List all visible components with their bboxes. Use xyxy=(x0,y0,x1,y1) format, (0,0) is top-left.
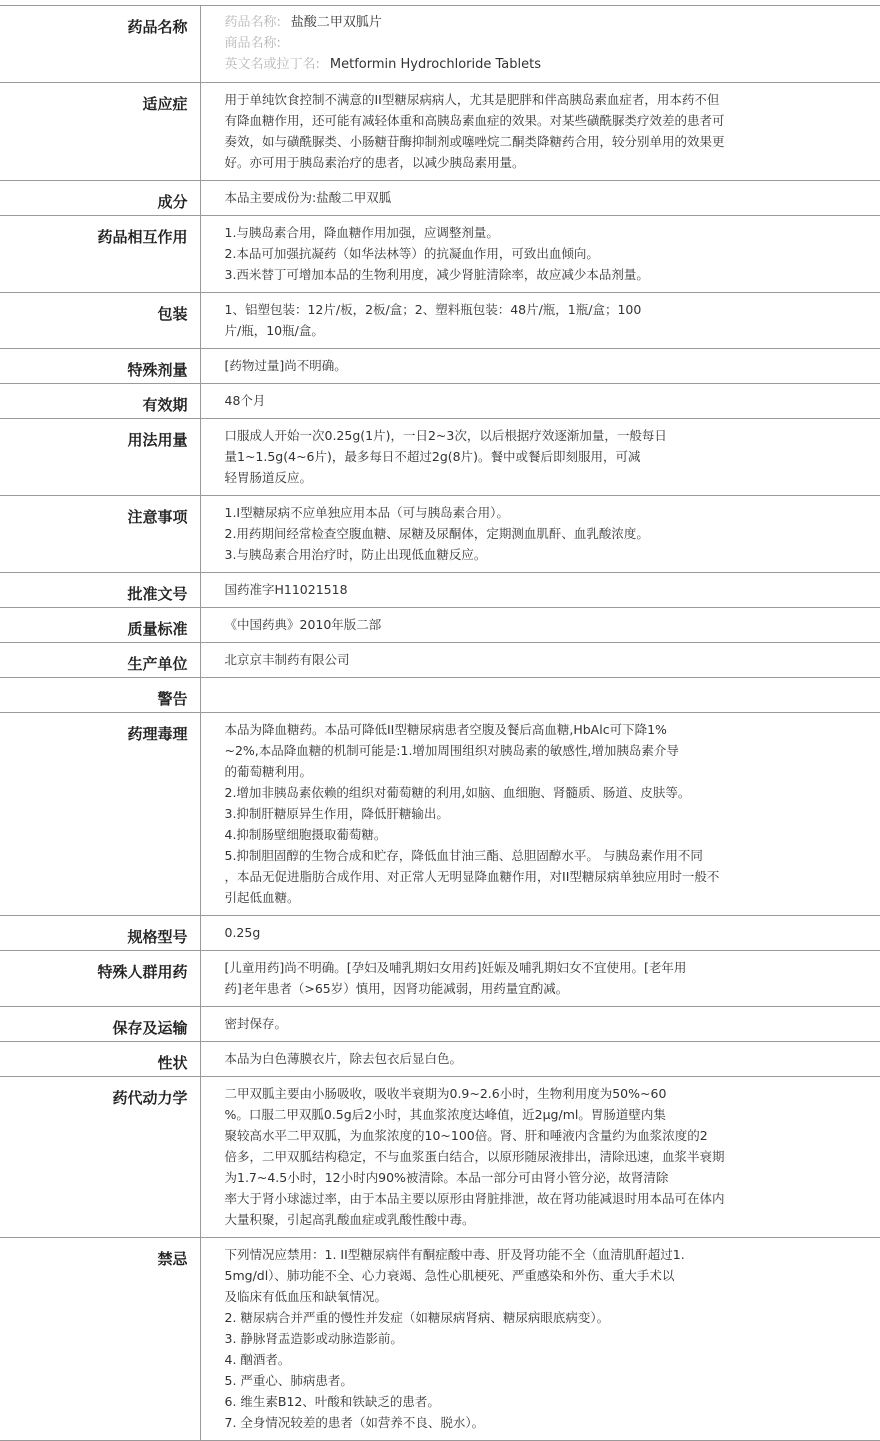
row-label: 生产单位 xyxy=(0,643,200,678)
row-label: 特殊人群用药 xyxy=(0,951,200,1007)
value-line: 片/瓶，10瓶/盒。 xyxy=(224,323,324,338)
row-precautions xyxy=(0,496,880,573)
value-line: 大量积聚，引起高乳酸血症或乳酸性酸中毒。 xyxy=(224,1212,475,1227)
row-storage xyxy=(0,1007,880,1042)
value-line: 4. 酗酒者。 xyxy=(224,1352,291,1367)
value-line: 0.25g xyxy=(224,925,261,940)
value-line: 3.抑制肝糖原异生作用，降低肝糖输出。 xyxy=(224,806,449,821)
value-line: 3.与胰岛素合用治疗时，防止出现低血糖反应。 xyxy=(224,547,487,562)
row-specification xyxy=(0,916,880,951)
row-contraindications xyxy=(0,1238,880,1441)
value-line: 引起低血糖。 xyxy=(224,890,300,905)
row-indications xyxy=(0,83,880,181)
row-label: 注意事项 xyxy=(0,496,200,573)
generic-name-value: 盐酸二甲双胍片 xyxy=(290,15,382,30)
value-line: 为1.7~4.5小时，12小时内90%被清除。本品一部分可由肾小管分泌，故肾清除 xyxy=(224,1170,669,1185)
value-line: 6. 维生素B12、叶酸和铁缺乏的患者。 xyxy=(224,1394,440,1409)
row-label: 批准文号 xyxy=(0,573,200,608)
english-name-line xyxy=(225,54,791,75)
generic-name-line xyxy=(225,12,791,33)
value-line: %。口服二甲双胍0.5g后2小时，其血浆浓度达峰值，近2μg/ml。胃肠道壁内集 xyxy=(224,1107,666,1122)
row-dosage xyxy=(0,419,880,496)
row-value xyxy=(200,643,880,678)
row-value xyxy=(200,496,880,573)
row-value xyxy=(200,181,880,216)
value-line: 药]老年患者（>65岁）慎用，因肾功能减弱，用药量宜酌减。 xyxy=(224,981,569,996)
value-line: 5mg/dl）、肺功能不全、心力衰竭、急性心肌梗死、严重感染和外伤、重大手术以 xyxy=(224,1268,675,1283)
row-value xyxy=(200,608,880,643)
row-value xyxy=(200,1077,880,1238)
value-line: 7. 全身情况较差的患者（如营养不良、脱水）。 xyxy=(224,1415,485,1430)
row-description xyxy=(0,1042,880,1077)
row-label: 包装 xyxy=(0,293,200,349)
row-interactions xyxy=(0,216,880,293)
value-line: 2.本品可加强抗凝药（如华法林等）的抗凝血作用，可致出血倾向。 xyxy=(224,246,599,261)
value-line: 二甲双胍主要由小肠吸收，吸收半衰期为0.9~2.6小时，生物利用度为50%~60 xyxy=(224,1086,667,1101)
row-value xyxy=(200,216,880,293)
value-line: 聚较高水平二甲双胍，为血浆浓度的10~100倍。肾、肝和唾液内含量约为血浆浓度的2 xyxy=(224,1128,708,1143)
row-pharmacokinetics xyxy=(0,1077,880,1238)
row-label: 药理毒理 xyxy=(0,713,200,916)
row-label: 质量标准 xyxy=(0,608,200,643)
row-label: 特殊剂量 xyxy=(0,349,200,384)
value-line: 量1~1.5g(4~6片)，最多每日不超过2g(8片)。餐中或餐后即刻服用，可减 xyxy=(224,449,641,464)
value-line: 1.I型糖尿病不应单独应用本品（可与胰岛素合用）。 xyxy=(224,505,509,520)
row-label: 保存及运输 xyxy=(0,1007,200,1042)
value-line: 率大于肾小球滤过率，由于本品主要以原形由肾脏排泄，故在肾功能减退时用本品可在体内 xyxy=(224,1191,725,1206)
row-label: 性状 xyxy=(0,1042,200,1077)
value-line: 密封保存。 xyxy=(224,1016,288,1031)
value-line: 轻胃肠道反应。 xyxy=(224,470,313,485)
row-special-populations xyxy=(0,951,880,1007)
generic-name-label: 药品名称: xyxy=(224,15,281,30)
value-line: 2. 糖尿病合并严重的慢性并发症（如糖尿病肾病、糖尿病眼底病变）。 xyxy=(224,1310,610,1325)
row-value xyxy=(200,1042,880,1077)
value-line: 1.与胰岛素合用，降血糖作用加强，应调整剂量。 xyxy=(224,225,499,240)
value-line: 北京京丰制药有限公司 xyxy=(224,652,350,667)
value-line: 《中国药典》2010年版二部 xyxy=(224,617,382,632)
row-value xyxy=(200,349,880,384)
row-label: 有效期 xyxy=(0,384,200,419)
row-value xyxy=(200,678,880,713)
row-label: 警告 xyxy=(0,678,200,713)
row-label: 规格型号 xyxy=(0,916,200,951)
row-value xyxy=(200,1238,880,1441)
row-label: 药品名称 xyxy=(0,6,200,83)
value-line: 有降血糖作用，还可能有减轻体重和高胰岛素血症的效果。对某些磺酰脲类疗效差的患者可 xyxy=(224,113,725,128)
value-line: 3.西米替丁可增加本品的生物利用度，减少肾脏清除率，故应减少本品剂量。 xyxy=(224,267,649,282)
trade-name-line xyxy=(225,33,791,54)
value-line: ~2%,本品降血糖的机制可能是:1.增加周围组织对胰岛素的敏感性,增加胰岛素介导 xyxy=(224,743,679,758)
row-ingredients xyxy=(0,181,880,216)
value-line: 及临床有低血压和缺氧情况。 xyxy=(224,1289,388,1304)
row-quality-standard xyxy=(0,608,880,643)
row-value xyxy=(200,916,880,951)
value-line: 4.抑制肠壁细胞摄取葡萄糖。 xyxy=(224,827,387,842)
value-line: 2.用药期间经常检查空腹血糖、尿糖及尿酮体，定期测血肌酐、血乳酸浓度。 xyxy=(224,526,649,541)
value-line: 1、铝塑包装：12片/板，2板/盒；2、塑料瓶包装：48片/瓶，1瓶/盒；100 xyxy=(224,302,642,317)
value-line: [药物过量]尚不明确。 xyxy=(224,358,347,373)
row-label: 用法用量 xyxy=(0,419,200,496)
english-name-label: 英文名或拉丁名: xyxy=(224,57,320,72)
row-value xyxy=(200,293,880,349)
value-line: 的葡萄糖利用。 xyxy=(224,764,313,779)
row-value xyxy=(200,951,880,1007)
value-line: 倍多，二甲双胍结构稳定，不与血浆蛋白结合，以原形随尿液排出，清除迅速，血浆半衰期 xyxy=(224,1149,725,1164)
value-line: 奏效，如与磺酰脲类、小肠糖苷酶抑制剂或噻唑烷二酮类降糖药合用，较分别单用的效果更 xyxy=(224,134,725,149)
english-name-value: Metformin Hydrochloride Tablets xyxy=(329,57,542,72)
row-value xyxy=(200,384,880,419)
value-line: 下列情况应禁用：1. II型糖尿病伴有酮症酸中毒、肝及肾功能不全（血清肌酐超过1. xyxy=(224,1247,685,1262)
value-line: 用于单纯饮食控制不满意的II型糖尿病病人，尤其是肥胖和伴高胰岛素血症者，用本药不但 xyxy=(224,92,720,107)
drug-info-table-body xyxy=(0,6,880,1441)
value-line: 3. 静脉肾盂造影或动脉造影前。 xyxy=(224,1331,403,1346)
row-label: 适应症 xyxy=(0,83,200,181)
row-label: 成分 xyxy=(0,181,200,216)
row-shelf-life xyxy=(0,384,880,419)
row-value xyxy=(200,1007,880,1042)
drug-name-values xyxy=(200,6,880,83)
row-label: 药代动力学 xyxy=(0,1077,200,1238)
drug-info-table xyxy=(0,5,880,1441)
value-line: [儿童用药]尚不明确。[孕妇及哺乳期妇女用药]妊娠及哺乳期妇女不宜使用。[老年用 xyxy=(224,960,687,975)
row-value xyxy=(200,419,880,496)
value-line: 2.增加非胰岛素依赖的组织对葡萄糖的利用,如脑、血细胞、肾髓质、肠道、皮肤等。 xyxy=(224,785,691,800)
row-label: 禁忌 xyxy=(0,1238,200,1441)
value-line: ，本品无促进脂肪合成作用、对正常人无明显降血糖作用，对II型糖尿病单独应用时一般不 xyxy=(224,869,720,884)
value-line xyxy=(225,684,791,705)
row-value xyxy=(200,713,880,916)
value-line: 本品主要成份为:盐酸二甲双胍 xyxy=(224,190,392,205)
value-line: 口服成人开始一次0.25g(1片)，一日2~3次，以后根据疗效逐渐加量，一般每日 xyxy=(224,428,667,443)
row-value xyxy=(200,573,880,608)
trade-name-label: 商品名称: xyxy=(224,36,281,51)
row-value xyxy=(200,83,880,181)
value-line: 本品为白色薄膜衣片，除去包衣后显白色。 xyxy=(224,1051,463,1066)
row-special-dosage xyxy=(0,349,880,384)
row-packaging xyxy=(0,293,880,349)
row-label: 药品相互作用 xyxy=(0,216,200,293)
row-warning xyxy=(0,678,880,713)
row-manufacturer xyxy=(0,643,880,678)
row-approval-number xyxy=(0,573,880,608)
value-line: 5. 严重心、肺病患者。 xyxy=(224,1373,353,1388)
value-line: 国药准字H11021518 xyxy=(224,582,348,597)
value-line: 5.抑制胆固醇的生物合成和贮存，降低血甘油三酯、总胆固醇水平。 与胰岛素作用不同 xyxy=(224,848,703,863)
row-pharmacology xyxy=(0,713,880,916)
value-line: 本品为降血糖药。本品可降低II型糖尿病患者空腹及餐后高血糖,HbAlc可下降1% xyxy=(224,722,667,737)
value-line: 好。亦可用于胰岛素治疗的患者，以减少胰岛素用量。 xyxy=(224,155,525,170)
drug-name-row xyxy=(0,6,880,83)
value-line: 48个月 xyxy=(224,393,266,408)
